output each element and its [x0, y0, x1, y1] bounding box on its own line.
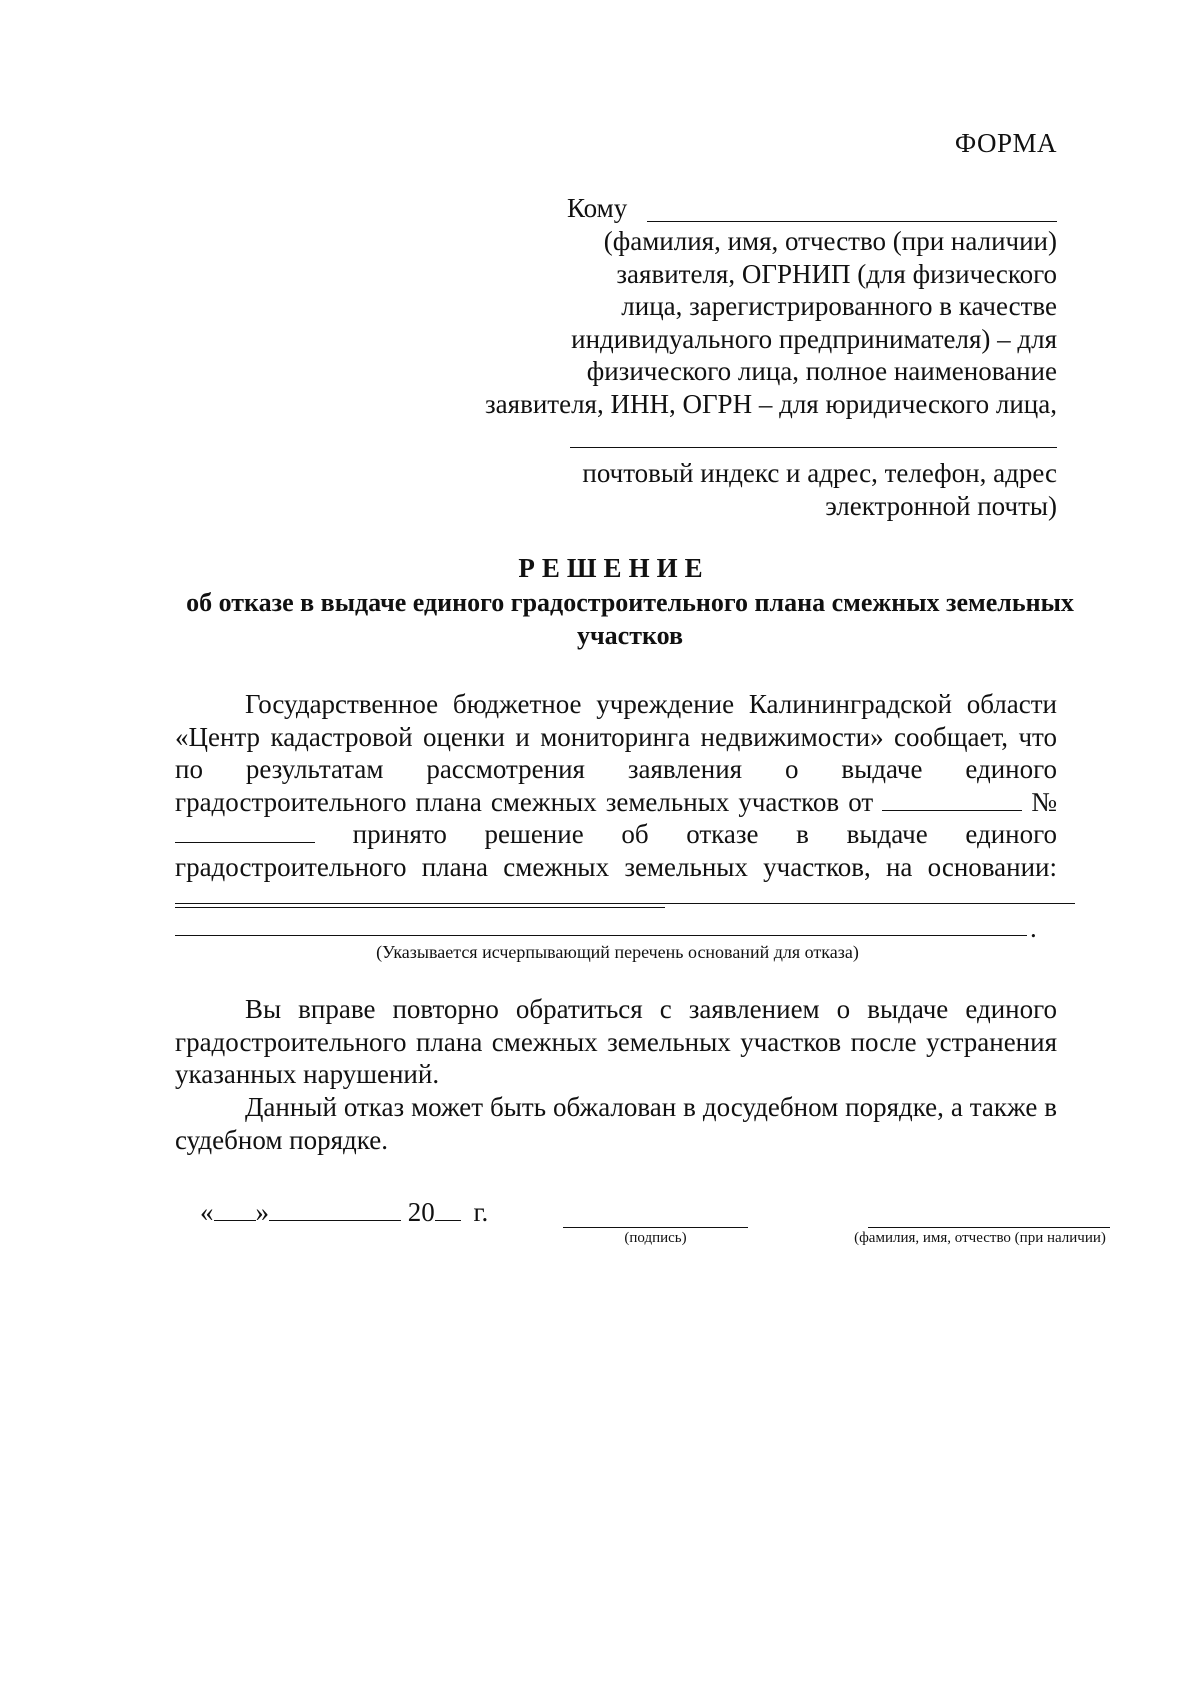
appeal-paragraph	[175, 1091, 1057, 1156]
grounds-blank-inline	[175, 885, 665, 908]
date-year-blank	[435, 1198, 461, 1221]
recipient-note-line: заявителя, ИНН, ОГРН – для юридического лица,	[485, 388, 1057, 419]
recipient-name-line	[647, 221, 1057, 222]
komu-label: Кому	[567, 193, 628, 223]
name-line	[868, 1227, 1110, 1228]
number-sign: №	[1031, 786, 1058, 817]
date-year-prefix: 20	[407, 1197, 435, 1227]
recipient-address-note-line: электронной почты)	[825, 490, 1057, 521]
date-quote-open: «	[200, 1197, 214, 1227]
name-caption: (фамилия, имя, отчество (при наличии)	[854, 1230, 1106, 1246]
recipient-note	[417, 225, 1057, 420]
recipient-row	[567, 193, 1057, 227]
date-year-suffix: г.	[473, 1197, 489, 1227]
document-subtitle	[170, 586, 1090, 652]
reapply-text: Вы вправе повторно обратиться с заявлением о выдаче единого градостроительного плана смежных земельных участков после устранения указанных нарушений.	[175, 994, 1057, 1089]
application-date-blank	[882, 788, 1022, 811]
recipient-note-line: (фамилия, имя, отчество (при наличии)	[603, 226, 1057, 256]
recipient-address-note-line: почтовый индекс и адрес, телефон, адрес	[582, 458, 1057, 488]
grounds-line	[175, 935, 1027, 936]
application-number-blank	[175, 820, 315, 843]
document-subtitle-line: об отказе в выдаче единого градостроительного плана смежных земельных	[186, 588, 1074, 617]
form-label: ФОРМА	[954, 128, 1057, 158]
recipient-note-line: индивидуального предпринимателя) – для	[571, 323, 1057, 354]
signature-line	[563, 1227, 748, 1228]
document-subtitle-line: участков	[576, 621, 683, 650]
appeal-text: Данный отказ может быть обжалован в досудебном порядке, а также в судебном порядке.	[175, 1092, 1057, 1155]
date-quote-close: »	[255, 1197, 269, 1227]
recipient-address-line	[570, 447, 1057, 448]
date-month-blank	[269, 1198, 401, 1221]
grounds-caption: (Указывается исчерпывающий перечень оснований для отказа)	[376, 942, 859, 962]
date-day-blank	[214, 1198, 256, 1221]
signature-caption: (подпись)	[624, 1230, 687, 1246]
decision-paragraph	[175, 688, 1057, 916]
grounds-end-dot: .	[1030, 913, 1037, 943]
reapply-paragraph	[175, 993, 1057, 1091]
grounds-line	[175, 903, 1075, 904]
decision-text-part2: принято решение об отказе в выдаче единого градостроительного плана смежных земельных участков, на основании:	[175, 819, 1058, 882]
document-title: РЕШЕНИЕ	[518, 553, 710, 583]
recipient-note-line: физического лица, полное наименование	[586, 356, 1057, 386]
recipient-note-line: лица, зарегистрированного в качестве	[621, 291, 1057, 321]
recipient-note-line: заявителя, ОГРНИП (для физического	[616, 258, 1057, 289]
decision-text-part1: Государственное бюджетное учреждение Калининградской области «Центр кадастровой оценки и мониторинга недвижимости» сообщает, что по результатам рассмотрения заявления о выдаче единого градостроительного плана смежных земельных участков от	[175, 689, 1057, 817]
recipient-address-note	[417, 457, 1057, 522]
date-field	[200, 1197, 488, 1228]
